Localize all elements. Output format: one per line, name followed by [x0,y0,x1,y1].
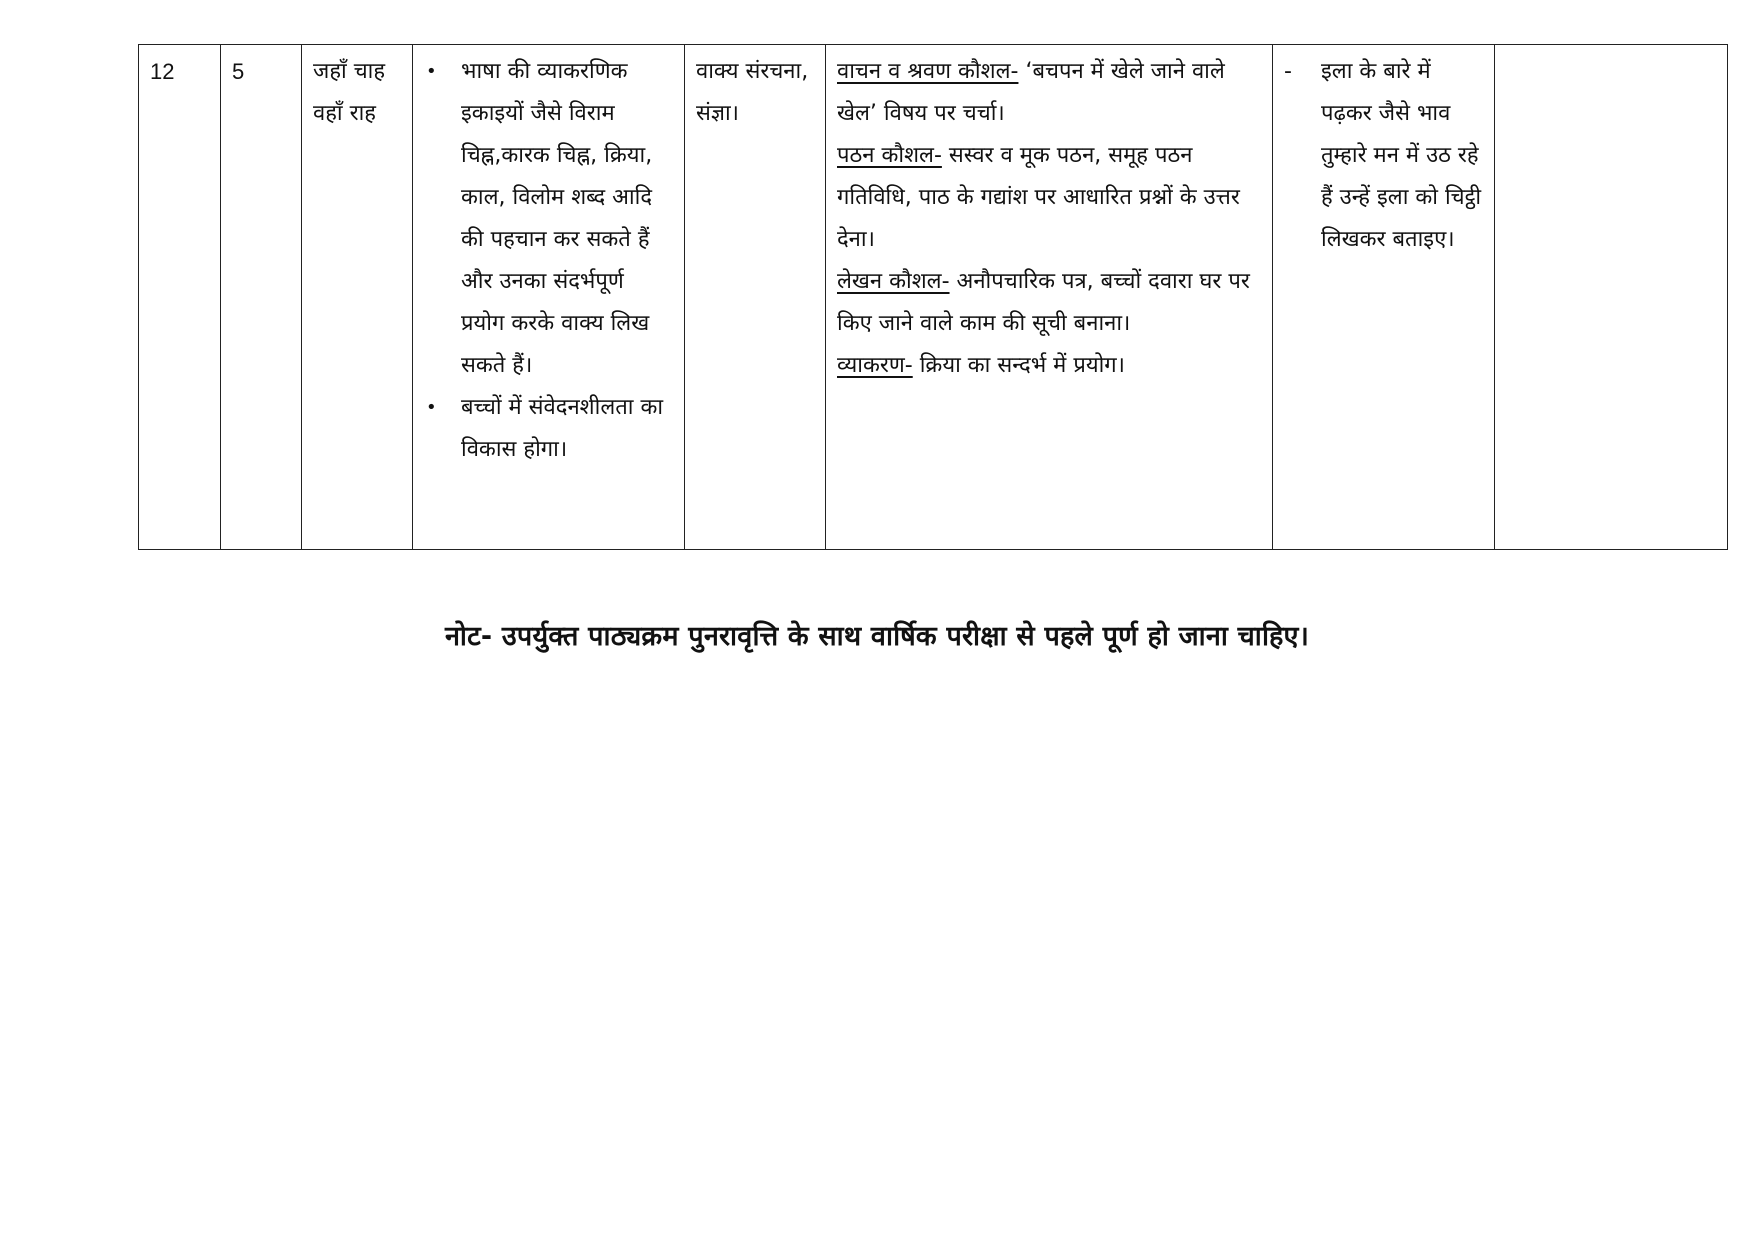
skill-text: ‘बचपन में खेले जाने वाले खेल’ विषय पर चर्चा। [837,59,1225,126]
skill-label: व्याकरण- [837,353,913,378]
completion-note: नोट- उपर्युक्त पाठ्यक्रम पुनरावृत्ति के साथ वार्षिक परीक्षा से पहले पूर्ण हो जाना चाहिए। [444,621,1310,652]
reading-skill [837,135,1262,261]
dash-marker: - [1284,59,1292,84]
skill-text: क्रिया का सन्दर्भ में प्रयोग। [912,353,1126,378]
activity-item [1284,51,1484,261]
skill-text: सस्वर व मूक पठन, समूह पठन गतिविधि, पाठ के गद्यांश पर आधारित प्रश्नों के उत्तर देना। [837,143,1240,252]
syllabus-table [138,44,1728,550]
periods-cell [221,45,302,550]
writing-skill [837,261,1262,345]
skill-label: वाचन व श्रवण कौशल- [837,59,1019,84]
list-item [424,387,674,471]
skill-label: लेखन कौशल- [837,269,950,294]
learning-outcomes-cell [413,45,685,550]
skill-label: पठन कौशल- [837,143,942,168]
learning-outcomes-list [424,51,674,471]
remarks-cell [1495,45,1728,550]
periods-count: 5 [232,59,245,84]
activity-cell [1273,45,1495,550]
grammar-cell [685,45,826,550]
bullet-icon: • [426,397,437,418]
outcome-text: बच्चों में संवेदनशीलता का विकास होगा। [461,395,664,462]
list-item [424,51,674,387]
grammar-topics: वाक्य संरचना, संज्ञा। [696,59,809,126]
month-number-cell [139,45,221,550]
listening-speaking-skill [837,51,1262,135]
skills-cell [826,45,1273,550]
month-number: 12 [150,59,175,84]
lesson-cell [302,45,413,550]
grammar-skill [837,345,1262,387]
outcome-text: भाषा की व्याकरणिक इकाइयों जैसे विराम चिह्न,कारक चिह्न, क्रिया, काल, विलोम शब्द आदि की पहचान कर सकते हैं और उनका संदर्भपूर्ण प्रयोग करके वाक्य लिख सकते हैं। [461,59,653,378]
table-row [139,45,1728,550]
skill-text: अनौपचारिक पत्र, बच्चों दवारा घर पर किए जाने वाले काम की सूची बनाना। [837,269,1250,336]
lesson-title: जहाँ चाह वहाँ राह [313,59,386,126]
bullet-icon: • [426,61,437,82]
activity-text: इला के बारे में पढ़कर जैसे भाव तुम्हारे मन में उठ रहे हैं उन्हें इला को चिट्ठी लिखकर बताइए। [1321,59,1482,252]
